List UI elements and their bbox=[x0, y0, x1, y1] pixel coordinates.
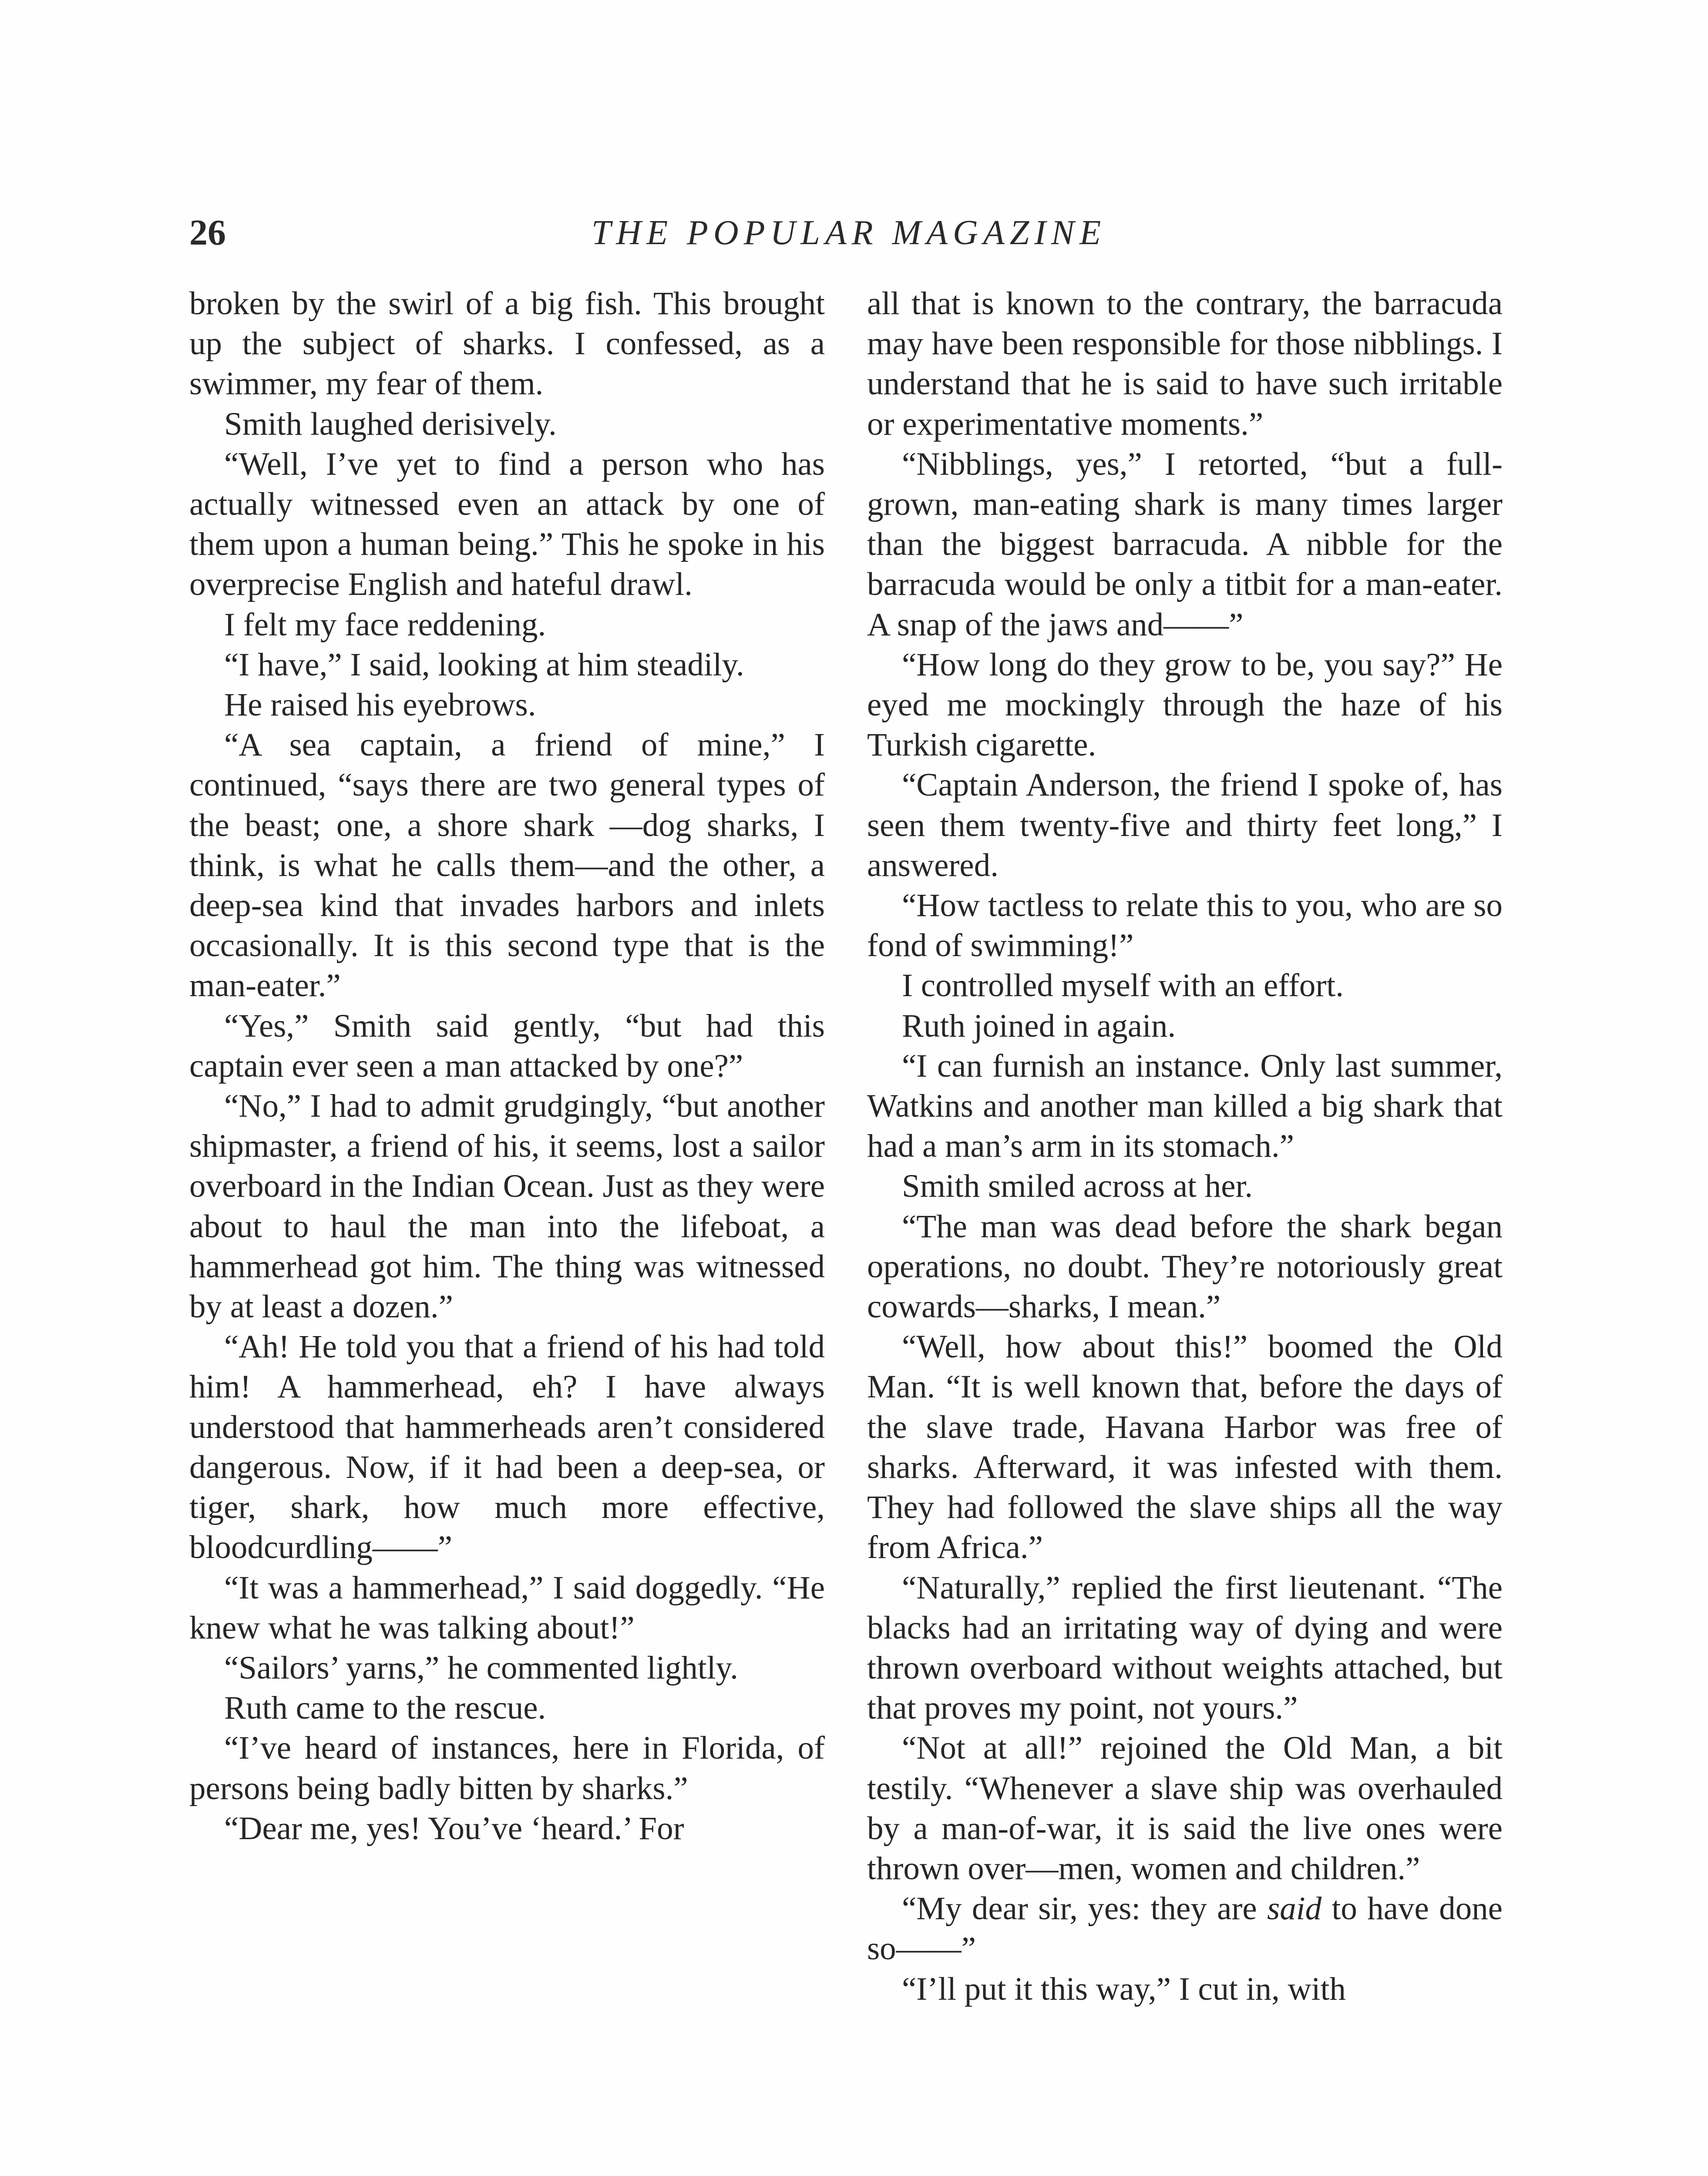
emphasis: said bbox=[1267, 1891, 1322, 1927]
page-number: 26 bbox=[189, 212, 226, 253]
paragraph: “Dear me, yes! You’ve ‘heard.’ For bbox=[224, 1810, 684, 1847]
paragraph: all that is known to the contrary, the barracuda may have been responsible for those nibblings. I understand that he is said to have such irritable or experimentative moments.” bbox=[867, 285, 1503, 442]
paragraph: “A sea captain, a friend of mine,” I continued, “says there are two general types of the beast; one, a shore shark —dog sharks, I think, is what he calls them—and the other, a deep-sea kind that invades harbors and inlets occasionally. It is this second type that is the man-eater.” bbox=[189, 727, 825, 1004]
paragraph: “It was a hammerhead,” I said doggedly. “He knew what he was talking about!” bbox=[189, 1569, 825, 1646]
paragraph: “Captain Anderson, the friend I spoke of, has seen them twenty-five and thirty feet long,” I answered. bbox=[867, 767, 1503, 883]
paragraph: “I have,” I said, looking at him steadily. bbox=[224, 646, 744, 683]
paragraph: “Well, how about this!” boomed the Old Man. “It is well known that, before the days of the slave trade, Havana Harbor was free of sharks. Afterward, it was infested with them. They had followed the slave ships all the way from Africa.” bbox=[867, 1329, 1503, 1566]
paragraph: broken by the swirl of a big fish. This brought up the subject of sharks. I confessed, as a swimmer, my fear of them. bbox=[189, 285, 825, 402]
paragraph: “How tactless to relate this to you, who are so fond of swimming!” bbox=[867, 887, 1503, 964]
paragraph: “Yes,” Smith said gently, “but had this captain ever seen a man attacked by one?” bbox=[189, 1007, 825, 1084]
paragraph: “No,” I had to admit grudgingly, “but another shipmaster, a friend of his, it seems, lost a sailor overboard in the Indian Ocean. Just as they were about to haul the man into the lifeboat, a hammerhead got him. The thing was witnessed by at least a dozen.” bbox=[189, 1088, 825, 1325]
paragraph: Smith smiled across at her. bbox=[902, 1168, 1253, 1205]
paragraph: Ruth joined in again. bbox=[902, 1007, 1176, 1044]
paragraph: “The man was dead before the shark began operations, no doubt. They’re notoriously great cowards—sharks, I mean.” bbox=[867, 1208, 1503, 1325]
left-column bbox=[189, 284, 825, 1849]
page-header bbox=[189, 205, 1508, 261]
paragraph: I felt my face reddening. bbox=[224, 606, 546, 643]
paragraph: “Ah! He told you that a friend of his had told him! A hammerhead, eh? I have always understood that hammerheads aren’t considered dangerous. Now, if it had been a deep-sea, or tiger, shark, how much more effective, bloodcurdling——” bbox=[189, 1329, 825, 1566]
paragraph: “I’ll put it this way,” I cut in, with bbox=[902, 1971, 1346, 2007]
right-column bbox=[867, 284, 1503, 2009]
paragraph: Ruth came to the rescue. bbox=[224, 1690, 546, 1726]
paragraph: “I can furnish an instance. Only last summer, Watkins and another man killed a big shark that had a man’s arm in its stomach.” bbox=[867, 1048, 1503, 1165]
paragraph: “Well, I’ve yet to find a person who has actually witnessed even an attack by one of them upon a human being.” This he spoke in his overprecise English and hateful drawl. bbox=[189, 446, 825, 603]
paragraph: “Sailors’ yarns,” he commented lightly. bbox=[224, 1649, 738, 1686]
paragraph: He raised his eyebrows. bbox=[224, 687, 536, 723]
paragraph: “How long do they grow to be, you say?” He eyed me mockingly through the haze of his Turkish cigarette. bbox=[867, 646, 1503, 763]
paragraph: “I’ve heard of instances, here in Florida, of persons being badly bitten by sharks.” bbox=[189, 1730, 825, 1807]
paragraph: “Nibblings, yes,” I retorted, “but a full-grown, man-eating shark is many times larger than the biggest barracuda. A nibble for the barracuda would be only a titbit for a man-eater. A snap of the jaws and——” bbox=[867, 446, 1503, 643]
paragraph: “Not at all!” rejoined the Old Man, a bit testily. “Whenever a slave ship was overhauled by a man-of-war, it is said the live ones were thrown over—men, women and children.” bbox=[867, 1730, 1503, 1887]
running-head: THE POPULAR MAGAZINE bbox=[591, 214, 1106, 252]
paragraph: Smith laughed derisively. bbox=[224, 406, 557, 442]
paragraph: “Naturally,” replied the first lieutenant. “The blacks had an irritating way of dying and were thrown overboard without weights attached, but that proves my point, not yours.” bbox=[867, 1569, 1503, 1726]
paragraph: “My dear sir, yes: they are said to have done so——” bbox=[867, 1891, 1503, 1967]
paragraph: I controlled myself with an effort. bbox=[902, 967, 1344, 1004]
